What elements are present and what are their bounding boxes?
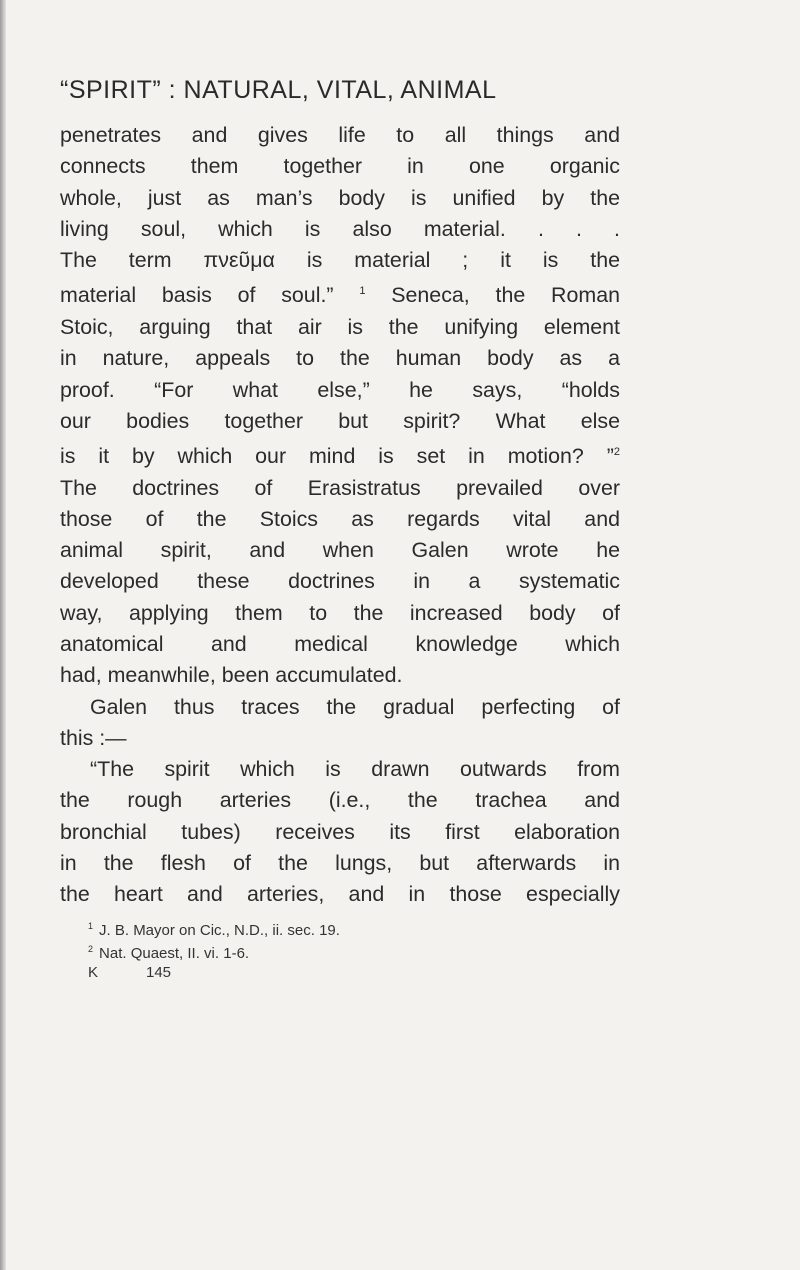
footnote	[88, 917, 620, 940]
page-foot	[60, 963, 620, 982]
text-line: had, meanwhile, been accumulated.	[60, 663, 403, 688]
book-page	[60, 70, 620, 982]
paragraph	[60, 754, 620, 910]
text-line: bronchial tubes) receives its first elaboration	[60, 819, 620, 844]
text-line: The doctrines of Erasistratus prevailed over	[60, 475, 620, 500]
text-line: whole, just as man’s body is unified by the	[60, 185, 620, 210]
signature-mark: K	[88, 963, 99, 981]
text-line: animal spirit, and when Galen wrote he	[60, 538, 620, 563]
text-line: The term πνεῦμα is material ; it is the	[60, 248, 620, 273]
text-line: in the flesh of the lungs, but afterwards in	[60, 851, 620, 876]
page-number: 145	[146, 963, 172, 981]
footnotes	[60, 917, 620, 963]
text-line: way, applying them to the increased body of	[60, 600, 620, 625]
text-line	[60, 437, 620, 472]
footnote-text: Nat. Quaest, II. vi. 1-6.	[99, 944, 250, 962]
footnote-mark: 1	[88, 920, 94, 931]
text-line: Stoic, arguing that air is the unifying element	[60, 314, 620, 339]
text-line: proof. “For what else,” he says, “holds	[60, 377, 620, 402]
footnote-mark: 2	[88, 943, 94, 954]
footnote-ref-1: 1	[359, 285, 366, 298]
text-line: penetrates and gives life to all things and	[60, 123, 620, 147]
footnote	[88, 940, 620, 963]
text-line: “The spirit which is drawn outwards from	[90, 757, 620, 782]
book-spine-shadow	[0, 0, 6, 1270]
quote-end-text: material basis of soul.”	[60, 283, 334, 308]
text-line: connects them together in one organic	[60, 154, 620, 179]
footnote-ref-2: 2	[613, 446, 620, 459]
text-line: this :—	[60, 725, 127, 750]
text-line: the heart and arteries, and in those especially	[60, 882, 620, 907]
text-line: anatomical and medical knowledge which	[60, 632, 620, 656]
body-text	[60, 120, 620, 911]
text-line: developed these doctrines in a systematic	[60, 569, 620, 594]
running-head: “SPIRIT” : NATURAL, VITAL, ANIMAL	[60, 76, 497, 104]
text-line: in nature, appeals to the human body as a	[60, 346, 620, 371]
text-line: those of the Stoics as regards vital and	[60, 506, 620, 531]
paragraph	[60, 692, 620, 755]
text-line: the rough arteries (i.e., the trachea and	[60, 788, 620, 813]
text-segment: is it by which our mind is set in motion? ”	[60, 444, 614, 469]
paragraph	[60, 120, 620, 692]
text-line	[60, 276, 620, 311]
footnote-text: J. B. Mayor on Cic., N.D., ii. sec. 19.	[99, 921, 340, 939]
text-line: our bodies together but spirit? What else	[60, 408, 620, 433]
text-line: living soul, which is also material. . . .	[60, 216, 620, 241]
text-line: Galen thus traces the gradual perfecting of	[90, 694, 620, 719]
quote-continue-text: Seneca, the Roman	[391, 283, 620, 308]
